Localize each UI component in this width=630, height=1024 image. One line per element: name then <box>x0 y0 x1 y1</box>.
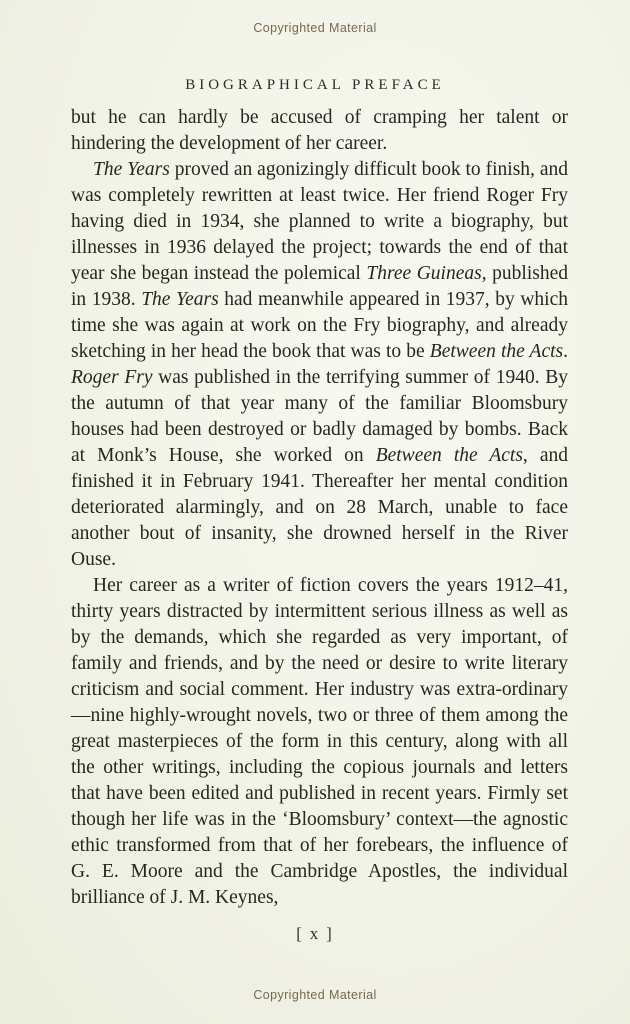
copyright-notice-bottom: Copyrighted Material <box>253 988 377 1002</box>
body-segment: was published in the terrifying summer of 1940. By the autumn of that year many of the familiar Bloomsbury houses had been destroyed or badly damaged by bombs. Back at Monk’s House, she worked on <box>71 367 568 466</box>
paragraph <box>71 105 568 157</box>
paragraph <box>71 157 568 573</box>
italic-title-text: Between the Acts <box>375 445 523 466</box>
copyright-notice-top: Copyrighted Material <box>253 21 377 35</box>
italic-title-text: Roger Fry <box>71 367 153 388</box>
body-segment: . <box>563 341 569 362</box>
italic-title-text: Three Guineas <box>366 263 482 284</box>
italic-title-text: Between the Acts <box>429 341 564 362</box>
body-text <box>71 105 568 911</box>
paragraph <box>71 573 568 911</box>
body-segment: Her career as a writer of fiction covers the years 1912–41, thirty years distracted by intermittent serious illness as well as by the demands, which she regarded as very important, of family and friends, and by the need or desire to write literary criticism and social comment. Her industry was extra-ordinary—nine highly-wrought novels, two or three of them among the great masterpieces of the form in this century, along with all the other writings, including the copious journals and letters that have been edited and published in recent years. Firmly set though her life was in the ‘Bloomsbury’ context—the agnostic ethic transformed from that of her forebears, the influence of G. E. Moore and the Cambridge Apostles, the individual brilliance of J. M. Keynes, <box>71 575 568 908</box>
page-header: BIOGRAPHICAL PREFACE <box>185 77 445 93</box>
body-segment: proved an agonizingly difficult book to finish, and was completely rewritten at least twice. Her friend Roger Fry having died in 1934, she planned to write a biography, but illnesses in 1936 delayed the project; towards the end of that year she began instead the polemical <box>71 159 568 284</box>
italic-title-text: The Years <box>141 289 219 310</box>
body-segment: , and finished it in February 1941. Thereafter her mental condition deteriorated alarmingly, and on 28 March, unable to face another bout of insanity, she drowned herself in the River Ouse. <box>71 445 569 570</box>
body-segment: had meanwhile appeared in 1937, by which time she was again at work on the Fry biography, and already sketching in her head the book that was to be <box>71 289 568 362</box>
body-segment: , published in 1938. <box>71 263 568 310</box>
italic-title-text: The Years <box>93 159 170 180</box>
body-segment: but he can hardly be accused of cramping her talent or hindering the development of her career. <box>71 107 568 154</box>
page-number: [ x ] <box>296 924 334 943</box>
